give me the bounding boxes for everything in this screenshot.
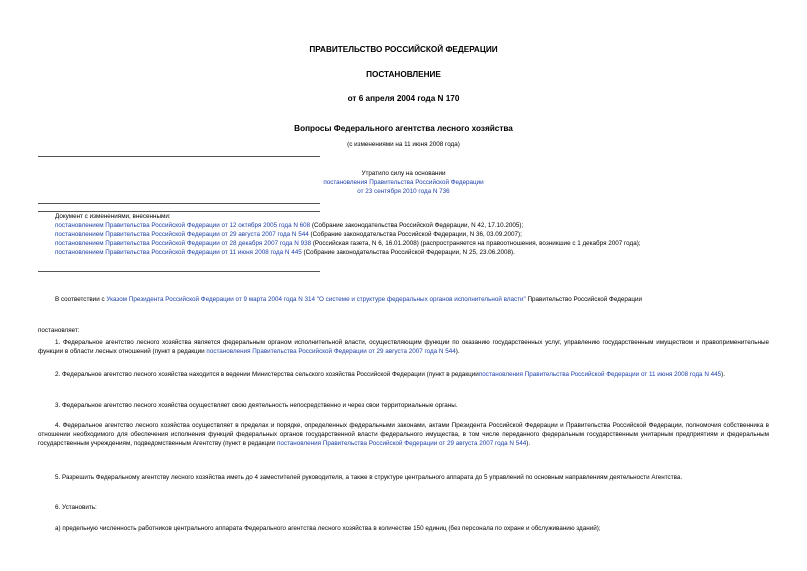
item-text: а) предельную численность работников центрального аппарата Федерального агентства лесного хозяйства в количестве 150 единиц (без персонала по охране и обслуживанию зданий);	[55, 525, 601, 532]
divider	[38, 156, 320, 157]
item-text: 5. Разрешить Федеральному агентству лесного хозяйства иметь до 4 заместителей руководителя, а также в структуре центрального аппарата до 5 управлений по основным направлениям деятельности Агентства.	[55, 474, 683, 481]
amendment-link[interactable]: постановлением Правительства Российской Федерации от 12 октября 2005 года N 608	[55, 221, 311, 229]
decrees-word: постановляет:	[38, 327, 80, 334]
item-link[interactable]: постановления Правительства Российской Федерации от 29 августа 2007 года N 544	[206, 347, 456, 355]
amendment-source: (Российская газета, N 6, 16.01.2008) (распространяется на правоотношения, возникшие с 1 декабря 2007 года);	[311, 239, 641, 247]
document-type-heading: ПОСТАНОВЛЕНИЕ	[366, 70, 441, 79]
item-text: ).	[526, 439, 531, 447]
item-6a	[38, 525, 769, 534]
list-item	[55, 231, 775, 240]
item-4	[38, 422, 769, 449]
amendment-source: (Собрание законодательства Российской Федерации, N 42, 17.10.2005);	[310, 221, 524, 229]
amendment-source: (Собрание законодательства Российской Федерации, N 36, 03.09.2007);	[308, 230, 522, 238]
list-item	[55, 240, 775, 249]
repeal-link-1[interactable]: постановления Правительства Российской Федерации	[323, 178, 484, 186]
amendment-link[interactable]: постановлением Правительства Российской Федерации от 11 июня 2008 года N 445	[55, 248, 302, 256]
amendment-link[interactable]: постановлением Правительства Российской Федерации от 28 декабря 2007 года N 938	[55, 239, 312, 247]
item-text: ).	[721, 371, 725, 378]
preamble-text: Правительство Российской Федерации	[525, 296, 643, 303]
item-3	[38, 402, 769, 411]
item-1	[38, 339, 769, 357]
document-title: Вопросы Федерального агентства лесного хозяйства	[294, 124, 513, 133]
item-text: ).	[455, 347, 460, 355]
item-text: 1. Федеральное агентство лесного хозяйства является федеральным органом исполнительной власти, осуществляющим функции по оказанию государственных услуг, управлению государственным имуществом и правоприменительные функции в области лесных отношений (пункт в редакции	[38, 339, 769, 355]
amendments-intro: Документ с изменениями, внесенными:	[55, 213, 171, 220]
item-text: 6. Установить:	[55, 504, 97, 511]
amendment-source: (Собрание законодательства Российской Федерации, N 25, 23.06.2008).	[301, 248, 515, 256]
item-text: 4. Федеральное агентство лесного хозяйства осуществляет в пределах и порядке, определенных федеральными законами, актами Президента Российской Федерации и Правительства Российской Федерации, полномочия собственника в отношении необходимого для обеспечения исполнения функций федеральных органов государственной власти федерального имущества, в том числе переданного федеральным государственным унитарным предприятиям и федеральным государственным учреждениям, подведомственным Агентству (пункт в редакции	[38, 422, 769, 447]
government-heading: ПРАВИТЕЛЬСТВО РОССИЙСКОЙ ФЕДЕРАЦИИ	[309, 45, 498, 54]
preamble	[55, 296, 775, 305]
item-link[interactable]: постановления Правительства Российской Федерации от 11 июня 2008 года N 445	[478, 371, 722, 378]
preamble-text: В соответствии с	[55, 296, 107, 303]
item-text: 2. Федеральное агентство лесного хозяйства находится в ведении Министерства сельского хозяйства Российской Федерации (пункт в редакции	[55, 371, 479, 378]
repeal-link-2[interactable]: от 23 сентября 2010 года N 736	[357, 187, 450, 195]
preamble-decree-link[interactable]: Указом Президента Российской Федерации от 9 марта 2004 года N 314 "О системе и структуре федеральных органов исполнительной власти"	[106, 296, 526, 303]
item-link[interactable]: постановления Правительства Российской Федерации от 29 августа 2007 года N 544	[276, 439, 527, 447]
divider	[38, 271, 320, 272]
amendments-list	[55, 213, 775, 258]
divider	[38, 203, 320, 204]
repeal-line: Утратило силу на основании	[361, 170, 446, 177]
item-2	[38, 371, 769, 380]
divider	[38, 211, 320, 212]
list-item	[55, 249, 775, 258]
list-item	[55, 222, 775, 231]
item-6	[38, 504, 769, 513]
amendment-link[interactable]: постановлением Правительства Российской Федерации от 29 августа 2007 года N 544	[55, 230, 309, 238]
item-5	[38, 474, 769, 483]
date-number-heading: от 6 апреля 2004 года N 170	[347, 94, 460, 103]
repeal-note	[0, 170, 807, 197]
amended-note: (с изменениями на 11 июня 2008 года)	[347, 141, 460, 148]
item-text: 3. Федеральное агентство лесного хозяйства осуществляет свою деятельность непосредственно и через свои территориальные органы.	[55, 402, 458, 409]
